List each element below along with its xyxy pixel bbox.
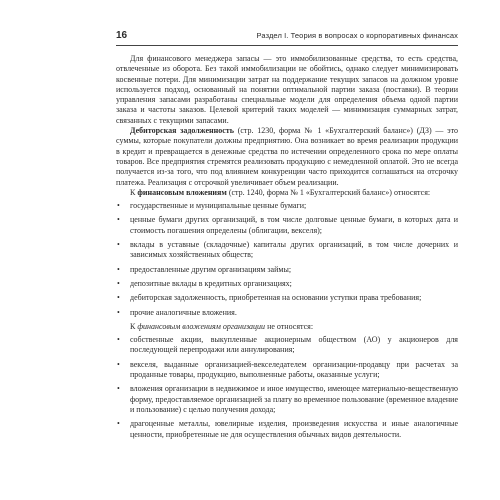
receivables-text: (стр. 1230, форма № 1 «Бухгалтерский баланс») (ДЗ) — это суммы, которые покупатели должны предприятию. Она возникает во время реализации продукции в кредит и превращается в денежные средства по истечении определенного срока по мере оплаты товаров. Все предприятия стремятся реализовать продукцию с немедленной оплатой. Это не всегда получается из-за того, что под влиянием конкуренции часто приходится соглашаться на отсрочку платежа. Реализация с отсрочкой увеличивает объем реализации. [116, 126, 458, 187]
list-item: • ценные бумаги других организаций, в том числе долговые ценные бумаги, в которых дата и стоимость погашения определены (облигации, векселя); [116, 215, 458, 236]
term-org-investments: финансовым вложениям организации [137, 321, 266, 331]
term-financial-investments: финансовым вложениям [137, 187, 227, 197]
list-item: • прочие аналогичные вложения. [116, 308, 458, 318]
list-item: • вложения организации в недвижимое и иное имущество, имеющее материально-вещественную форму, предоставляемое организацией за плату во временное пользование (временное владение и пользование) с целью получения дохода; [116, 384, 458, 415]
paragraph-inventory: Для финансового менеджера запасы — это иммобилизованные средства, то есть средства, отвлеченные из оборота. Без такой иммобилизации не обойтись, однако следует минимизировать косвенные потери. Для минимизации затрат на поддержание текущих запасов на должном уровне используется подход, основанный на понятии оптимальной партии заказа (поставки). В теории управления запасами разработаны специальные модели для определения объема одной партии заказа и частоты заказов. Целевой критерий таких моделей — минимизация суммарных затрат, связанных с текущими запасами. [116, 54, 458, 125]
intro-prefix: К [130, 187, 138, 197]
list-item: • государственные и муниципальные ценные бумаги; [116, 201, 458, 211]
list-item: • собственные акции, выкупленные акционерным обществом (АО) у акционеров для последующей перепродажи или аннулирования; [116, 335, 458, 356]
list-item: • депозитные вклады в кредитных организациях; [116, 279, 458, 289]
paragraph-receivables [116, 126, 458, 188]
intro-prefix: К [130, 321, 138, 331]
not-investments-text: не относятся: [265, 321, 314, 331]
running-head: Раздел I. Теория в вопросах о корпоративных финансах [256, 31, 458, 40]
term-receivables: Дебиторская задолженность [130, 126, 234, 136]
list-item: • вклады в уставные (складочные) капиталы других организаций, в том числе дочерних и зависимых хозяйственных обществ; [116, 240, 458, 261]
list-item: • предоставленные другим организациям займы; [116, 265, 458, 275]
list-item: • драгоценные металлы, ювелирные изделия, произведения искусства и иные аналогичные ценности, приобретенные не для осуществления обычных видов деятельности. [116, 419, 458, 440]
excluded-investments-list [116, 335, 458, 440]
included-investments-list [116, 201, 458, 318]
header-rule [116, 45, 458, 46]
financial-investments-text: (стр. 1240, форма № 1 «Бухгалтерский баланс») относятся: [226, 187, 431, 197]
list-item: • векселя, выданные организацией-векселедателем организации-продавцу при расчетах за проданные товары, продукцию, выполненные работы, оказанные услуги; [116, 360, 458, 381]
paragraph-financial-investments [116, 188, 458, 198]
page-header [116, 30, 458, 44]
list-item: • дебиторская задолженность, приобретенная на основании уступки права требования; [116, 293, 458, 303]
page-number: 16 [116, 30, 128, 41]
paragraph-not-investments [116, 322, 458, 332]
page-body [116, 54, 458, 444]
